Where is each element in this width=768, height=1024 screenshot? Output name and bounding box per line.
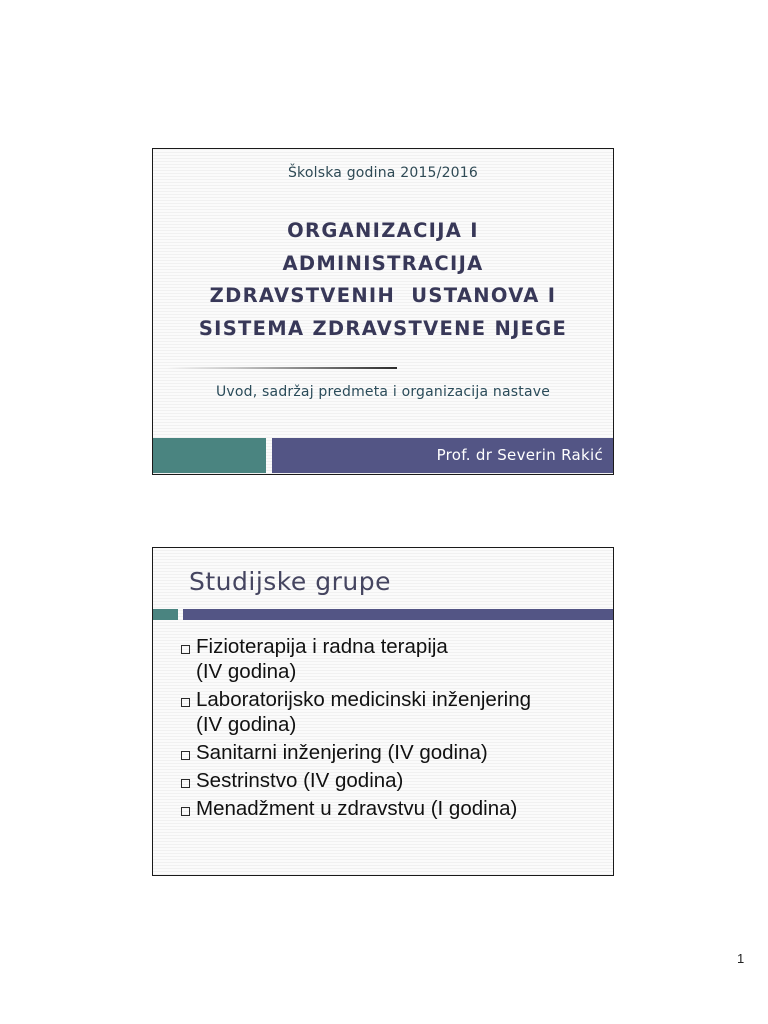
slide-title — [152, 148, 614, 475]
square-bullet-icon — [181, 645, 190, 654]
list-item — [181, 740, 531, 765]
slide-heading: Studijske grupe — [189, 567, 391, 596]
square-bullet-icon — [181, 779, 190, 788]
course-title-line-3: ZDRAVSTVENIH USTANOVA I — [209, 284, 557, 307]
square-bullet-icon — [181, 807, 190, 816]
list-item — [181, 634, 531, 684]
slide-study-groups — [152, 547, 614, 876]
list-item-note: (IV godina) — [196, 713, 297, 736]
school-year: Školska godina 2015/2016 — [287, 165, 479, 181]
heading-bar-teal — [153, 609, 178, 620]
course-title-line-4: SISTEMA ZDRAVSTVENE NJEGE — [198, 316, 568, 340]
list-item — [181, 687, 531, 737]
list-item-text: Laboratorijsko medicinski inženjering — [196, 688, 531, 711]
course-subtitle: Uvod, sadržaj predmeta i organizacija nastave — [215, 384, 551, 400]
study-group-list — [181, 634, 531, 824]
square-bullet-icon — [181, 698, 190, 707]
author-name: Prof. dr Severin Rakić — [436, 446, 603, 464]
list-item — [181, 796, 531, 821]
course-title-line-2: ADMINISTRACIJA — [282, 251, 484, 275]
decorative-divider — [167, 367, 397, 369]
list-item-text: Menadžment u zdravstvu (I godina) — [196, 797, 518, 820]
list-item — [181, 768, 531, 793]
list-item-text: Sanitarni inženjering (IV godina) — [196, 741, 488, 764]
square-bullet-icon — [181, 751, 190, 760]
footer-band-teal — [153, 438, 266, 473]
list-item-text: Fizioterapija i radna terapija — [196, 635, 448, 658]
heading-bar-indigo — [183, 609, 613, 620]
list-item-text: Sestrinstvo (IV godina) — [196, 769, 404, 792]
course-title — [153, 215, 613, 345]
page-number: 1 — [737, 951, 745, 966]
course-title-line-1: ORGANIZACIJA I — [287, 219, 479, 242]
list-item-note: (IV godina) — [196, 660, 297, 683]
